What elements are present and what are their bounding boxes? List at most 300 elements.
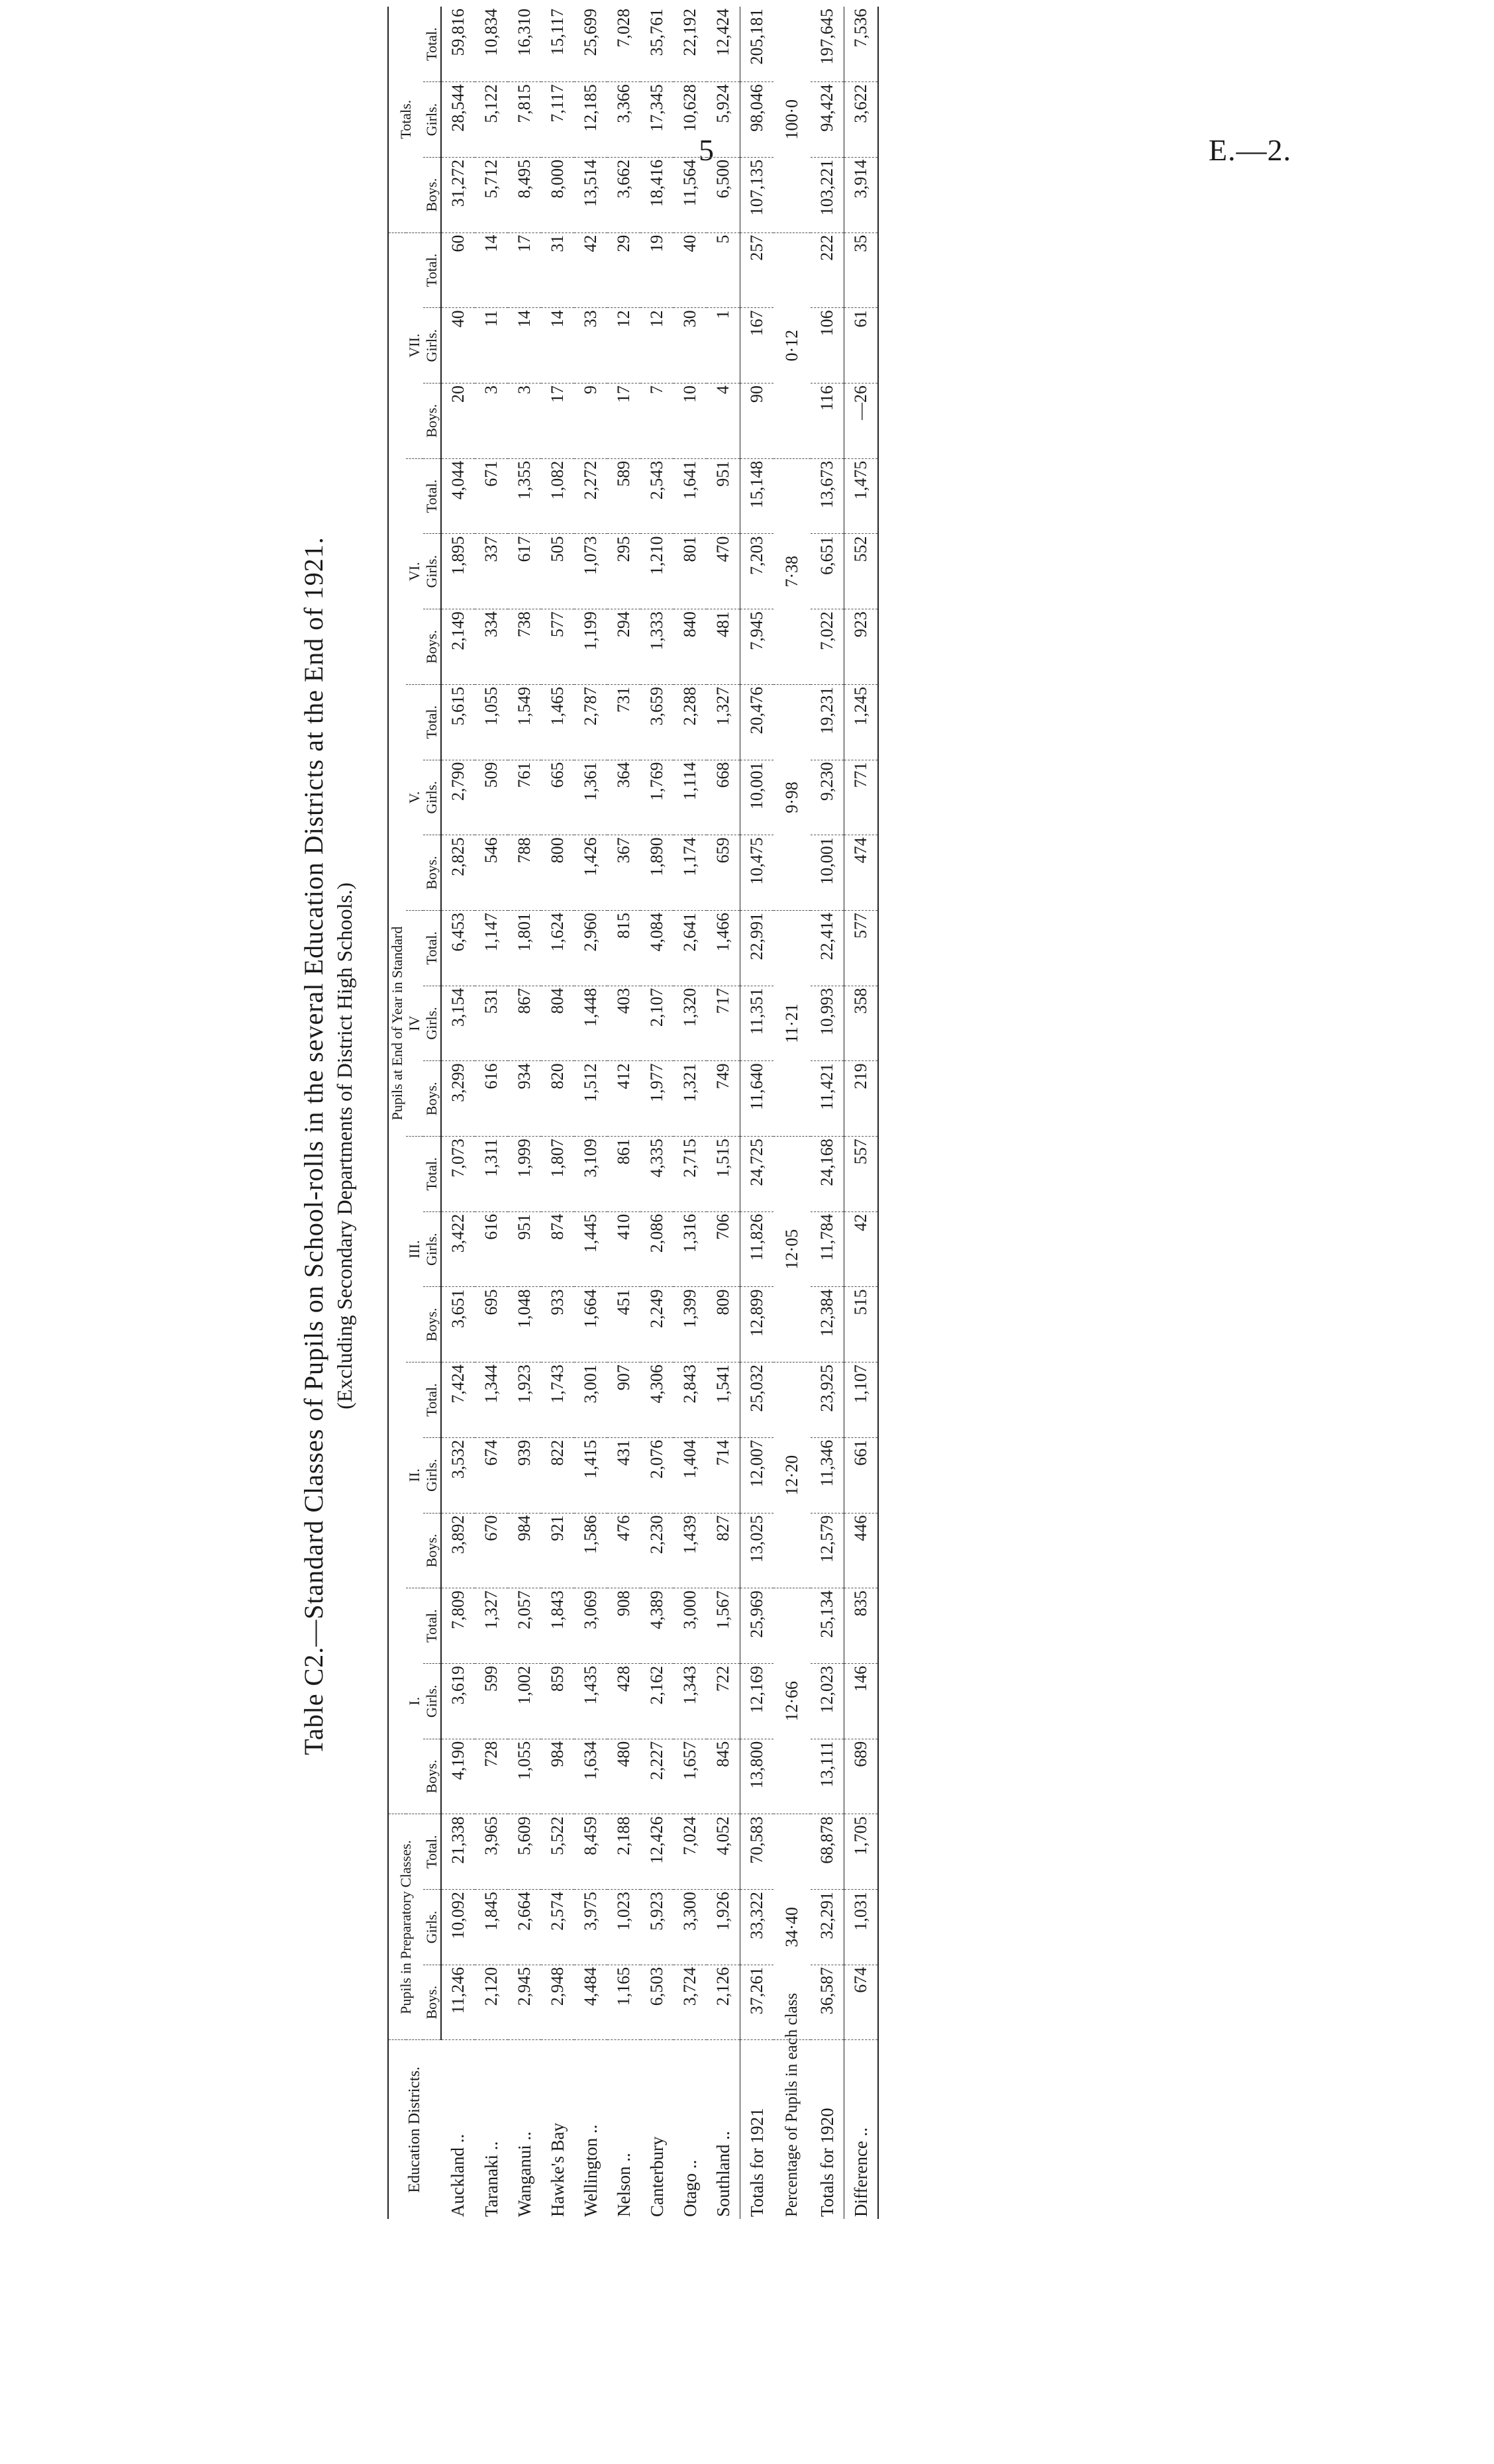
- table-cell: 809: [707, 1287, 740, 1362]
- table-cell: 28,544: [441, 82, 475, 158]
- table-cell: 219: [844, 1061, 879, 1137]
- table-cell: 845: [707, 1739, 740, 1814]
- table-cell: 1,165: [607, 1965, 640, 2040]
- table-cell: 7,809: [441, 1588, 475, 1664]
- percentage-cell: 12·05: [773, 1137, 811, 1362]
- table-cell: 515: [844, 1287, 879, 1362]
- girls-column-header: Girls.: [423, 1663, 441, 1739]
- table-cell: 840: [673, 609, 707, 685]
- table-cell: 2,249: [640, 1287, 673, 1362]
- table-cell: 1,445: [574, 1211, 607, 1287]
- table-cell: 13,800: [740, 1739, 774, 1814]
- total-column-header: Total.: [423, 458, 441, 534]
- table-cell: 31,272: [441, 157, 475, 232]
- table-cell: 7,117: [541, 82, 574, 158]
- table-cell: 509: [475, 760, 508, 835]
- district-row: [607, 7, 640, 2219]
- table-cell: 21,338: [441, 1814, 475, 1890]
- table-cell: 403: [607, 986, 640, 1061]
- table-cell: 59,816: [441, 7, 475, 82]
- boys-column-header: Boys.: [423, 1965, 441, 2040]
- table-cell: 2,664: [508, 1890, 541, 1965]
- table-cell: 3,000: [673, 1588, 707, 1664]
- table-cell: 577: [541, 609, 574, 685]
- table-cell: 951: [707, 458, 740, 534]
- header-row-groups: [388, 7, 406, 2219]
- std-header: IV: [406, 910, 423, 1136]
- table-cell: 749: [707, 1061, 740, 1137]
- table-cell: 1,515: [707, 1137, 740, 1212]
- table-cell: 11,246: [441, 1965, 475, 2040]
- table-cell: 42: [844, 1211, 879, 1287]
- table-cell: 22,192: [673, 7, 707, 82]
- table-cell: 22,414: [811, 910, 844, 986]
- percentage-cell: 11·21: [773, 910, 811, 1136]
- table-cell: 1,344: [475, 1362, 508, 1438]
- table-cell: 7,203: [740, 534, 774, 609]
- table-cell: 12,384: [811, 1287, 844, 1362]
- table-cell: 1,174: [673, 835, 707, 911]
- table-cell: 2,543: [640, 458, 673, 534]
- table-cell: 146: [844, 1663, 879, 1739]
- table-cell: 70,583: [740, 1814, 774, 1890]
- total-column-header: Total.: [423, 1137, 441, 1212]
- table-cell: 7,815: [508, 82, 541, 158]
- table-cell: 1,055: [475, 684, 508, 760]
- total-column-header: Total.: [423, 684, 441, 760]
- table-cell: 476: [607, 1513, 640, 1588]
- table-title: Table C2.—Standard Classes of Pupils on School-rolls in the several Education Districts at the End of 1921.: [299, 537, 328, 1755]
- district-name: Totals for 1921: [740, 2040, 774, 2219]
- table-cell: 474: [844, 835, 879, 911]
- table-cell: 60: [441, 232, 475, 308]
- table-cell: 103,221: [811, 157, 844, 232]
- table-cell: 1,664: [574, 1287, 607, 1362]
- table-cell: 1,926: [707, 1890, 740, 1965]
- table-cell: 1,705: [844, 1814, 879, 1890]
- table-cell: 921: [541, 1513, 574, 1588]
- table-cell: 25,032: [740, 1362, 774, 1438]
- table-cell: 3,622: [844, 82, 879, 158]
- district-name: Wellington ..: [580, 2124, 601, 2217]
- table-cell: 984: [508, 1513, 541, 1588]
- table-cell: 35: [844, 232, 879, 308]
- table-cell: 2,057: [508, 1588, 541, 1664]
- table-cell: 15,117: [541, 7, 574, 82]
- girls-column-header: Girls.: [423, 534, 441, 609]
- table-cell: 10,993: [811, 986, 844, 1061]
- table-cell: 12,579: [811, 1513, 844, 1588]
- table-cell: 257: [740, 232, 774, 308]
- table-cell: 874: [541, 1211, 574, 1287]
- table-cell: 37,261: [740, 1965, 774, 2040]
- district-name: Canterbury: [646, 2136, 667, 2217]
- table-cell: 1,634: [574, 1739, 607, 1814]
- girls-column-header: Girls.: [423, 82, 441, 158]
- table-cell: 674: [844, 1965, 879, 2040]
- table-cell: 815: [607, 910, 640, 986]
- table-cell: 10,001: [811, 835, 844, 911]
- table-cell: 1,801: [508, 910, 541, 986]
- table-cell: 367: [607, 835, 640, 911]
- table-cell: 11,346: [811, 1437, 844, 1513]
- table-cell: 6,453: [441, 910, 475, 986]
- table-cell: 6,651: [811, 534, 844, 609]
- table-cell: 761: [508, 760, 541, 835]
- boys-column-header: Boys.: [423, 1739, 441, 1814]
- table-cell: 3,892: [441, 1513, 475, 1588]
- table-cell: 674: [475, 1437, 508, 1513]
- total-column-header: Total.: [423, 232, 441, 308]
- table-cell: 9: [574, 384, 607, 459]
- table-cell: 31: [541, 232, 574, 308]
- total-column-header: Total.: [423, 910, 441, 986]
- table-cell: 1,399: [673, 1287, 707, 1362]
- table-cell: 1,923: [508, 1362, 541, 1438]
- district-row: [475, 7, 508, 2219]
- district-name: Southland ..: [713, 2131, 733, 2217]
- table-cell: 6,503: [640, 1965, 673, 2040]
- table-cell: 11,826: [740, 1211, 774, 1287]
- table-cell: 2,787: [574, 684, 607, 760]
- boys-column-header: Boys.: [423, 1513, 441, 1588]
- table-cell: 12,426: [640, 1814, 673, 1890]
- header-row-subheads: [423, 7, 441, 2219]
- table-cell: 61: [844, 308, 879, 384]
- table-cell: 1,567: [707, 1588, 740, 1664]
- table-cell: 546: [475, 835, 508, 911]
- table-cell: 3,914: [844, 157, 879, 232]
- std-header: II.: [406, 1362, 423, 1588]
- table-cell: 35,761: [640, 7, 673, 82]
- table-cell: 1,977: [640, 1061, 673, 1137]
- table-cell: 470: [707, 534, 740, 609]
- table-cell: 412: [607, 1061, 640, 1137]
- table-cell: 6,500: [707, 157, 740, 232]
- boys-column-header: Boys.: [423, 157, 441, 232]
- table-subtitle: (Excluding Secondary Departments of District High Schools.): [332, 882, 356, 1410]
- table-cell: 2,574: [541, 1890, 574, 1965]
- table-cell: 14: [541, 308, 574, 384]
- table-cell: 2,288: [673, 684, 707, 760]
- table-cell: 2,641: [673, 910, 707, 986]
- table-cell: 98,046: [740, 82, 774, 158]
- table-cell: 13,514: [574, 157, 607, 232]
- table-cell: 4,084: [640, 910, 673, 986]
- table-cell: 11,351: [740, 986, 774, 1061]
- table-cell: 2,790: [441, 760, 475, 835]
- table-cell: 12: [640, 308, 673, 384]
- table-cell: 1,404: [673, 1437, 707, 1513]
- table-cell: 695: [475, 1287, 508, 1362]
- table-cell: 5,522: [541, 1814, 574, 1890]
- table-cell: 617: [508, 534, 541, 609]
- table-cell: 13,673: [811, 458, 844, 534]
- table-cell: 18,416: [640, 157, 673, 232]
- district-row: [441, 7, 475, 2219]
- table-cell: 5,609: [508, 1814, 541, 1890]
- std-header: VII.: [406, 232, 423, 458]
- table-cell: 1,743: [541, 1362, 574, 1438]
- table-cell: 2,715: [673, 1137, 707, 1212]
- table-cell: 222: [811, 232, 844, 308]
- table-cell: 14: [475, 232, 508, 308]
- table-cell: 1,333: [640, 609, 673, 685]
- table-cell: 2,960: [574, 910, 607, 986]
- table-cell: 589: [607, 458, 640, 534]
- table-cell: 358: [844, 986, 879, 1061]
- table-wrap: [387, 7, 879, 2219]
- district-name: Wanganui ..: [514, 2131, 534, 2217]
- table-cell: 557: [844, 1137, 879, 1212]
- table-cell: 1,466: [707, 910, 740, 986]
- district-row: [707, 7, 740, 2219]
- table-cell: 822: [541, 1437, 574, 1513]
- table-cell: 431: [607, 1437, 640, 1513]
- table-cell: 1,415: [574, 1437, 607, 1513]
- table-cell: 33: [574, 308, 607, 384]
- standard-header: Pupils at End of Year in Standard: [388, 232, 406, 1814]
- table-cell: 451: [607, 1287, 640, 1362]
- table-cell: 934: [508, 1061, 541, 1137]
- table-cell: 5,615: [441, 684, 475, 760]
- district-row: [541, 7, 574, 2219]
- table-cell: 2,149: [441, 609, 475, 685]
- percentage-cell: 100·0: [773, 7, 811, 232]
- table-cell: 1,147: [475, 910, 508, 986]
- table-cell: 668: [707, 760, 740, 835]
- table-cell: 1,199: [574, 609, 607, 685]
- table-cell: 1,210: [640, 534, 673, 609]
- table-cell: 867: [508, 986, 541, 1061]
- table-cell: 1,002: [508, 1663, 541, 1739]
- table-cell: 2,272: [574, 458, 607, 534]
- district-name: Taranaki ..: [481, 2141, 501, 2217]
- table-cell: 480: [607, 1739, 640, 1814]
- table-cell: 1,311: [475, 1137, 508, 1212]
- total-column-header: Total.: [423, 1814, 441, 1890]
- table-cell: 12: [607, 308, 640, 384]
- district-name: Hawke's Bay: [547, 2122, 568, 2217]
- table-cell: 4,484: [574, 1965, 607, 2040]
- table-cell: 1,843: [541, 1588, 574, 1664]
- table-cell: 12,185: [574, 82, 607, 158]
- table-cell: 3,619: [441, 1663, 475, 1739]
- boys-column-header: Boys.: [423, 835, 441, 911]
- girls-column-header: Girls.: [423, 308, 441, 384]
- table-cell: 665: [541, 760, 574, 835]
- table-cell: 706: [707, 1211, 740, 1287]
- table-cell: 410: [607, 1211, 640, 1287]
- table-cell: 294: [607, 609, 640, 685]
- table-cell: 10,834: [475, 7, 508, 82]
- total-column-header: Total.: [423, 1588, 441, 1664]
- table-cell: 25,699: [574, 7, 607, 82]
- table-cell: 738: [508, 609, 541, 685]
- boys-column-header: Boys.: [423, 384, 441, 459]
- table-cell: 1,769: [640, 760, 673, 835]
- table-cell: 68,878: [811, 1814, 844, 1890]
- totals-1921-row: [740, 7, 774, 2219]
- table-cell: 22,991: [740, 910, 774, 986]
- table-cell: 12,169: [740, 1663, 774, 1739]
- table-cell: 1,895: [441, 534, 475, 609]
- table-cell: 2,843: [673, 1362, 707, 1438]
- table-cell: 2,120: [475, 1965, 508, 2040]
- district-row: [673, 7, 707, 2219]
- table-cell: 3,662: [607, 157, 640, 232]
- table-cell: 907: [607, 1362, 640, 1438]
- total-column-header: Total.: [423, 1362, 441, 1438]
- table-cell: 984: [541, 1739, 574, 1814]
- table-cell: 5,122: [475, 82, 508, 158]
- table-cell: 923: [844, 609, 879, 685]
- district-row: [508, 7, 541, 2219]
- table-cell: 1,245: [844, 684, 879, 760]
- table-cell: 10: [673, 384, 707, 459]
- table-cell: 7,022: [811, 609, 844, 685]
- table-cell: 1,107: [844, 1362, 879, 1438]
- table-cell: 3,300: [673, 1890, 707, 1965]
- table-cell: 295: [607, 534, 640, 609]
- table-cell: 3,001: [574, 1362, 607, 1438]
- table-cell: 861: [607, 1137, 640, 1212]
- table-cell: 801: [673, 534, 707, 609]
- table-cell: 1,435: [574, 1663, 607, 1739]
- table-cell: 800: [541, 835, 574, 911]
- table-cell: 40: [441, 308, 475, 384]
- table-cell: —26: [844, 384, 879, 459]
- boys-column-header: Boys.: [423, 1287, 441, 1362]
- district-row: [574, 7, 607, 2219]
- table-cell: 1,657: [673, 1739, 707, 1814]
- standard-classes-table: [387, 7, 879, 2219]
- table-cell: 15,148: [740, 458, 774, 534]
- table-cell: 2,107: [640, 986, 673, 1061]
- table-cell: 722: [707, 1663, 740, 1739]
- table-cell: 2,188: [607, 1814, 640, 1890]
- table-cell: 2,227: [640, 1739, 673, 1814]
- girls-column-header: Girls.: [423, 1890, 441, 1965]
- table-cell: 2,076: [640, 1437, 673, 1513]
- table-cell: 835: [844, 1588, 879, 1664]
- table-cell: 3: [475, 384, 508, 459]
- table-cell: 859: [541, 1663, 574, 1739]
- table-cell: 3,659: [640, 684, 673, 760]
- table-cell: 933: [541, 1287, 574, 1362]
- total-column-header: Total.: [423, 7, 441, 82]
- table-cell: 10,092: [441, 1890, 475, 1965]
- table-cell: 2,825: [441, 835, 475, 911]
- table-cell: 30: [673, 308, 707, 384]
- table-cell: 40: [673, 232, 707, 308]
- district-name: Otago ..: [679, 2159, 700, 2217]
- table-cell: 616: [475, 1061, 508, 1137]
- table-cell: 4,389: [640, 1588, 673, 1664]
- table-cell: 3,975: [574, 1890, 607, 1965]
- percentage-cell: 12·20: [773, 1362, 811, 1588]
- district-name: Difference ..: [844, 2040, 879, 2219]
- table-cell: 5,923: [640, 1890, 673, 1965]
- table-cell: 531: [475, 986, 508, 1061]
- table-cell: 1,549: [508, 684, 541, 760]
- table-cell: 2,086: [640, 1211, 673, 1287]
- percentage-cell: 9·98: [773, 684, 811, 910]
- percentage-cell: 0·12: [773, 232, 811, 458]
- table-cell: 3: [508, 384, 541, 459]
- table-cell: 1,426: [574, 835, 607, 911]
- table-cell: 3,724: [673, 1965, 707, 2040]
- table-cell: 1,048: [508, 1287, 541, 1362]
- table-cell: 13,025: [740, 1513, 774, 1588]
- table-cell: 116: [811, 384, 844, 459]
- std-header: VI.: [406, 458, 423, 684]
- table-cell: 728: [475, 1739, 508, 1814]
- table-cell: 771: [844, 760, 879, 835]
- table-cell: 827: [707, 1513, 740, 1588]
- district-name: Totals for 1920: [817, 2108, 837, 2217]
- table-cell: 7,945: [740, 609, 774, 685]
- table-cell: 19: [640, 232, 673, 308]
- boys-column-header: Boys.: [423, 609, 441, 685]
- std-header: V.: [406, 684, 423, 910]
- table-cell: 670: [475, 1513, 508, 1588]
- table-cell: 1,439: [673, 1513, 707, 1588]
- district-name: Nelson ..: [613, 2153, 634, 2217]
- difference-row: [844, 7, 879, 2219]
- table-cell: 7,536: [844, 7, 879, 82]
- table-cell: 3,299: [441, 1061, 475, 1137]
- table-cell: 20: [441, 384, 475, 459]
- table-cell: 12,023: [811, 1663, 844, 1739]
- table-cell: 8,495: [508, 157, 541, 232]
- table-cell: 3,366: [607, 82, 640, 158]
- percentage-cell: 12·66: [773, 1588, 811, 1814]
- totals-header: Totals.: [388, 7, 423, 232]
- table-cell: 3,651: [441, 1287, 475, 1362]
- table-cell: 11,564: [673, 157, 707, 232]
- table-body: [441, 7, 878, 2219]
- table-cell: 205,181: [740, 7, 774, 82]
- table-cell: 17,345: [640, 82, 673, 158]
- table-cell: 3,069: [574, 1588, 607, 1664]
- table-cell: 671: [475, 458, 508, 534]
- table-cell: 7,024: [673, 1814, 707, 1890]
- table-cell: 12,424: [707, 7, 740, 82]
- table-cell: 8,459: [574, 1814, 607, 1890]
- table-cell: 481: [707, 609, 740, 685]
- table-cell: 7,028: [607, 7, 640, 82]
- table-cell: 167: [740, 308, 774, 384]
- table-cell: 1,023: [607, 1890, 640, 1965]
- table-cell: 1,999: [508, 1137, 541, 1212]
- table-cell: 4,335: [640, 1137, 673, 1212]
- table-cell: 1,327: [707, 684, 740, 760]
- table-cell: 2,126: [707, 1965, 740, 2040]
- table-cell: 2,945: [508, 1965, 541, 2040]
- table-cell: 1,586: [574, 1513, 607, 1588]
- table-cell: 951: [508, 1211, 541, 1287]
- table-cell: 5,712: [475, 157, 508, 232]
- table-cell: 1,055: [508, 1739, 541, 1814]
- document-reference: E.—2.: [1209, 133, 1292, 167]
- table-cell: 5,924: [707, 82, 740, 158]
- table-cell: 939: [508, 1437, 541, 1513]
- table-cell: 788: [508, 835, 541, 911]
- district-name: Percentage of Pupils in each class: [783, 1992, 801, 2217]
- table-cell: 19,231: [811, 684, 844, 760]
- percentage-cell: 34·40: [773, 1814, 811, 2040]
